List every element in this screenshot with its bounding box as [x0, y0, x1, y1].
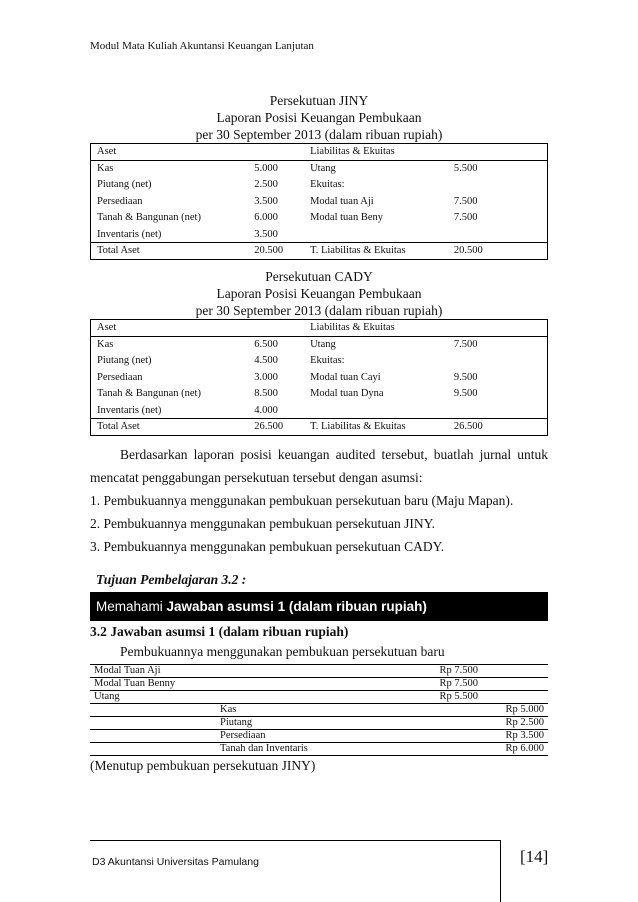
- statement-title: Persekutuan CADY Laporan Posisi Keuangan Pembukaan per 30 September 2013 (dalam ribuan rupiah): [195, 269, 443, 318]
- journal-row: Modal Tuan Benny Rp 7.500: [90, 678, 548, 691]
- journal-row: Piutang Rp 2.500: [90, 717, 548, 730]
- assumption-item-2: 2. Pembukuannya menggunakan pembukuan persekutuan JINY.: [90, 516, 436, 531]
- table-row: Tanah & Bangunan (net) 6.000 Modal tuan Beny 7.500: [97, 212, 478, 224]
- section-heading: 3.2 Jawaban asumsi 1 (dalam ribuan rupiah): [90, 624, 349, 639]
- total-row: Total Aset 26.500 T. Liabilitas & Ekuitas 26.500: [91, 419, 548, 436]
- intro-paragraph-cont: mencatat penggabungan persekutuan tersebut dengan asumsi:: [90, 470, 423, 485]
- table-row: Piutang (net) 2.500 Ekuitas:: [97, 179, 345, 191]
- table-row: Inventaris (net) 4.000: [97, 404, 278, 416]
- journal-row: Persediaan Rp 3.500: [90, 730, 548, 743]
- table-row: Persediaan 3.500 Modal tuan Aji 7.500: [97, 195, 478, 207]
- table-row: Piutang (net) 4.500 Ekuitas:: [97, 355, 345, 367]
- journal-row: Tanah dan Inventaris Rp 6.000: [90, 743, 548, 756]
- assumption-item-3: 3. Pembukuannya menggunakan pembukuan persekutuan CADY.: [90, 539, 445, 554]
- balance-sheet-table: [90, 143, 548, 260]
- assumption-item-1: 1. Pembukuannya menggunakan pembukuan persekutuan baru (Maju Mapan).: [90, 493, 514, 508]
- table-header: Aset Liabilitas & Ekuitas: [91, 320, 548, 337]
- table-row: Kas 5.000 Utang 5.500: [97, 163, 478, 174]
- page-number: [14]: [520, 847, 549, 866]
- closing-note: (Menutup pembukuan persekutuan JINY): [90, 758, 316, 773]
- subsection-text: Pembukuannya menggunakan pembukuan persekutuan baru: [120, 644, 445, 659]
- journal-row: Modal Tuan Aji Rp 7.500: [90, 665, 548, 678]
- table-row: Kas 6.500 Utang 7.500: [97, 339, 478, 350]
- table-row: Tanah & Bangunan (net) 8.500 Modal tuan Dyna 9.500: [97, 388, 478, 400]
- statement-title: Persekutuan JINY Laporan Posisi Keuangan Pembukaan per 30 September 2013 (dalam ribuan rupiah): [195, 93, 443, 142]
- table-row: Persediaan 3.000 Modal tuan Cayi 9.500: [97, 371, 478, 383]
- running-header: Modul Mata Kuliah Akuntansi Keuangan Lanjutan: [90, 40, 314, 52]
- balance-sheet-table: [90, 319, 548, 436]
- table-header: Aset Liabilitas & Ekuitas: [91, 144, 548, 161]
- journal-row: Utang Rp 5.500: [90, 691, 548, 704]
- journal-row: Kas Rp 5.000: [90, 704, 548, 717]
- learning-goal-heading: Tujuan Pembelajaran 3.2 :: [96, 572, 247, 587]
- footer-divider: [90, 840, 500, 841]
- total-row: Total Aset 20.500 T. Liabilitas & Ekuitas 20.500: [91, 243, 548, 260]
- table-row: Inventaris (net) 3.500: [97, 228, 278, 240]
- footer-text: D3 Akuntansi Universitas Pamulang: [92, 856, 259, 868]
- journal-table: [90, 664, 548, 756]
- balance-sheet-cady: [90, 268, 548, 436]
- intro-paragraph: Berdasarkan laporan posisi keuangan audited tersebut, buatlah jurnal untuk: [120, 447, 548, 462]
- section-banner: Memahami Jawaban asumsi 1 (dalam ribuan rupiah): [90, 592, 548, 621]
- footer-vertical-divider: [500, 840, 501, 902]
- balance-sheet-jiny: [90, 92, 548, 260]
